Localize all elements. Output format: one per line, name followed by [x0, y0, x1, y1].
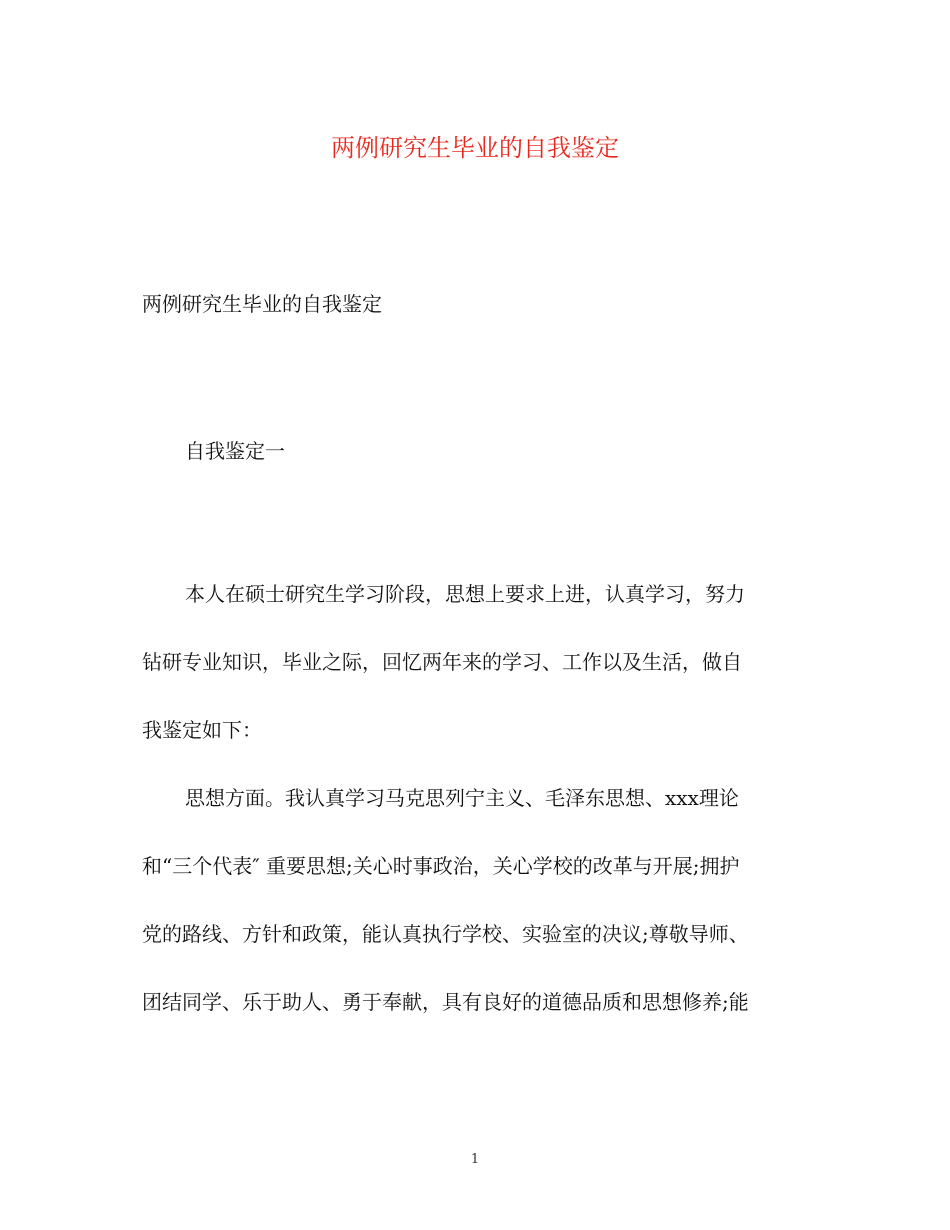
document-title: 两例研究生毕业的自我鉴定	[331, 134, 619, 162]
page-number: 1	[470, 1152, 480, 1167]
paragraph-line: 我鉴定如下：	[142, 718, 262, 742]
paragraph-line: 钻研专业知识，毕业之际，回忆两年来的学习、工作以及生活，做自	[142, 650, 742, 674]
paragraph-line: 团结同学、乐于助人、勇于奉献，具有良好的道德品质和思想修养;能	[142, 990, 749, 1014]
paragraph-thought	[142, 764, 802, 1036]
paragraph-intro	[142, 560, 802, 764]
section-heading: 自我鉴定一	[185, 439, 285, 463]
paragraph-line: 思想方面。我认真学习马克思列宁主义、毛泽东思想、xxx理论	[185, 786, 739, 810]
paragraph-line: 党的路线、方针和政策，能认真执行学校、实验室的决议;尊敬导师、	[142, 922, 749, 946]
paragraph-line: 和“三个代表″ 重要思想;关心时事政治，关心学校的改革与开展;拥护	[142, 854, 740, 878]
document-subtitle: 两例研究生毕业的自我鉴定	[142, 292, 382, 316]
paragraph-line: 本人在硕士研究生学习阶段，思想上要求上进，认真学习，努力	[185, 582, 745, 606]
